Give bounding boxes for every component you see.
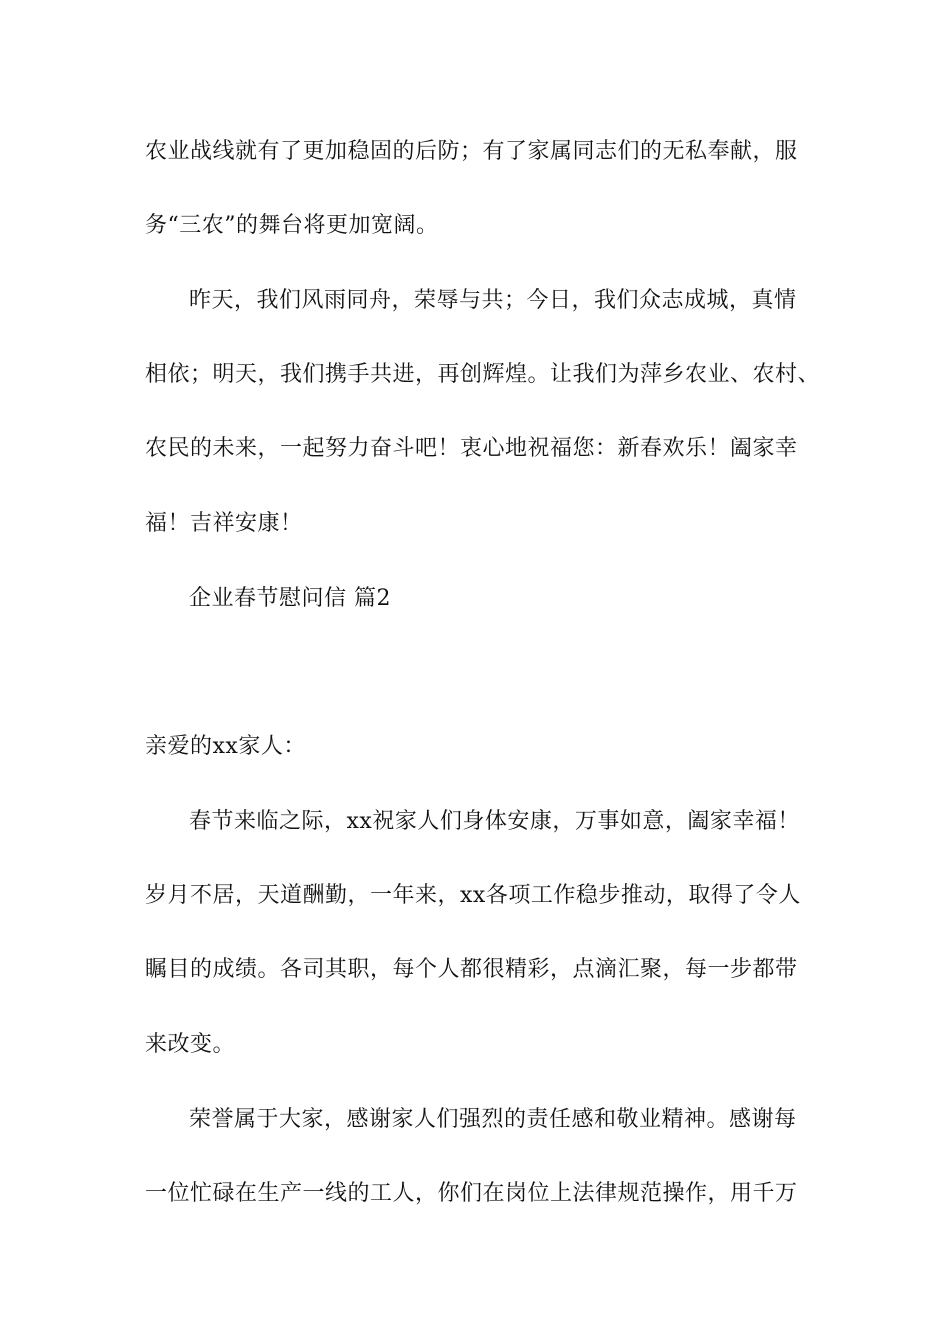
paragraph-line: 福！吉祥安康！ (145, 511, 303, 536)
paragraph-line: 农业战线就有了更加稳固的后防；有了家属同志们的无私奉献，服 (145, 139, 798, 164)
paragraph-line: 瞩目的成绩。各司其职，每个人都很精彩，点滴汇聚，每一步都带 (145, 957, 798, 982)
paragraph-line: 务“三农”的舞台将更加宽阔。 (145, 213, 439, 238)
paragraph-line: 荣誉属于大家，感谢家人们强烈的责任感和敬业精神。感谢每 (189, 1107, 797, 1132)
paragraph-line: 昨天，我们风雨同舟，荣辱与共；今日，我们众志成城，真情 (189, 288, 797, 313)
section-heading: 企业春节慰问信 篇2 (189, 586, 391, 611)
salutation: 亲爱的xx家人： (145, 734, 306, 759)
paragraph-line: 一位忙碌在生产一线的工人，你们在岗位上法律规范操作，用千万 (145, 1181, 798, 1206)
paragraph-line: 相依；明天，我们携手共进，再创辉煌。让我们为萍乡农业、农村、 (145, 362, 821, 387)
paragraph-line: 来改变。 (145, 1032, 236, 1057)
paragraph-line: 岁月不居，天道酬勤，一年来，xx各项工作稳步推动，取得了令人 (145, 883, 801, 908)
paragraph-line: 春节来临之际，xx祝家人们身体安康，万事如意，阖家幸福！ (189, 809, 800, 834)
paragraph-line: 农民的未来，一起努力奋斗吧！衷心地祝福您：新春欢乐！阖家幸 (145, 436, 798, 461)
